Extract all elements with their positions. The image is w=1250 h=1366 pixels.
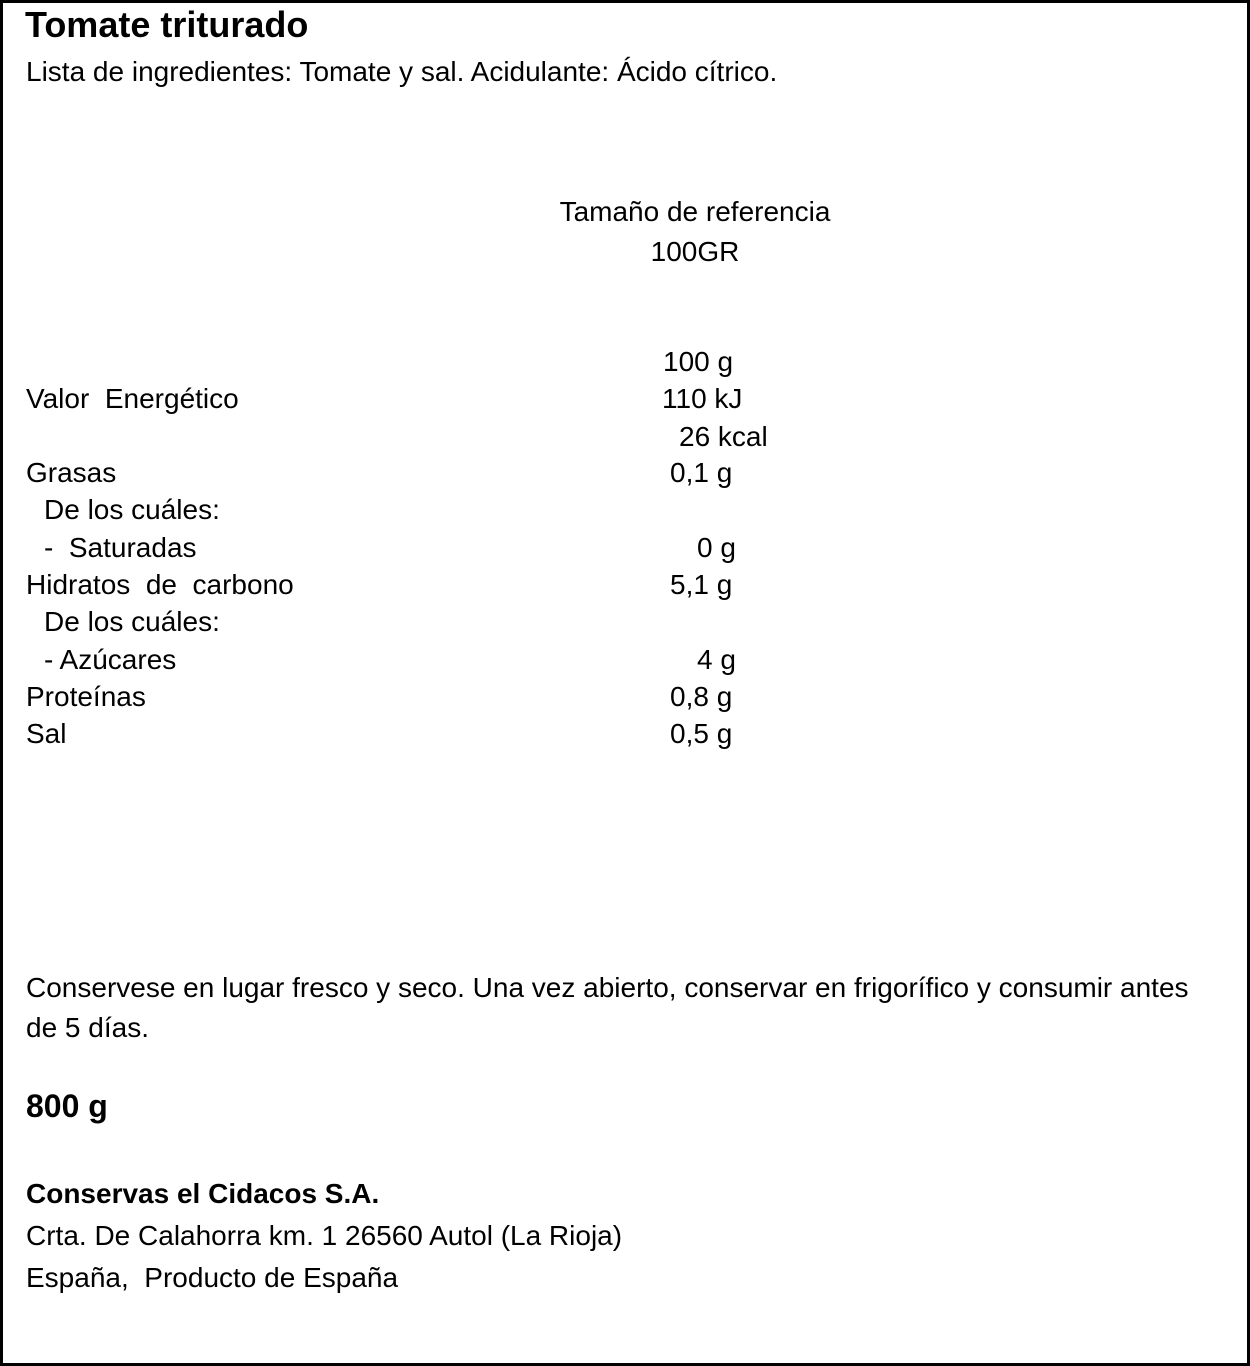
- sugars-label: - Azúcares: [44, 644, 177, 675]
- salt-value: 0,5 g: [670, 718, 733, 749]
- fat-label: Grasas: [26, 457, 117, 488]
- reference-label: Tamaño de referencia: [559, 196, 831, 227]
- nutrition-column-header: 100 g: [663, 346, 734, 377]
- net-weight: 800 g: [26, 1088, 108, 1124]
- saturated-label: - Saturadas: [44, 532, 197, 563]
- reference-size: 100GR: [650, 236, 740, 267]
- energy-label: Valor Energético: [26, 383, 239, 414]
- ingredients-list: Lista de ingredientes: Tomate y sal. Acidulante: Ácido cítrico.: [26, 56, 778, 87]
- origin-line: España, Producto de España: [26, 1262, 399, 1293]
- fat-value: 0,1 g: [670, 457, 733, 488]
- carbs-value: 5,1 g: [670, 569, 733, 600]
- saturated-value: 0 g: [697, 532, 736, 563]
- protein-value: 0,8 g: [670, 681, 733, 712]
- salt-label: Sal: [26, 718, 67, 749]
- carbs-label: Hidratos de carbono: [26, 569, 294, 600]
- company-name: Conservas el Cidacos S.A.: [26, 1178, 380, 1209]
- protein-label: Proteínas: [26, 681, 146, 712]
- company-address: Crta. De Calahorra km. 1 26560 Autol (La Rioja): [26, 1220, 623, 1251]
- carbs-breakdown-label: De los cuáles:: [44, 606, 220, 637]
- energy-kcal-value: 26 kcal: [679, 421, 768, 452]
- fat-breakdown-label: De los cuáles:: [44, 494, 220, 525]
- energy-kj-value: 110 kJ: [662, 383, 743, 414]
- storage-instructions: Conservese en lugar fresco y seco. Una vez abierto, conservar en frigorífico y consumir antes de 5 días.: [26, 972, 1189, 1043]
- product-name: Tomate triturado: [25, 4, 309, 45]
- sugars-value: 4 g: [697, 644, 736, 675]
